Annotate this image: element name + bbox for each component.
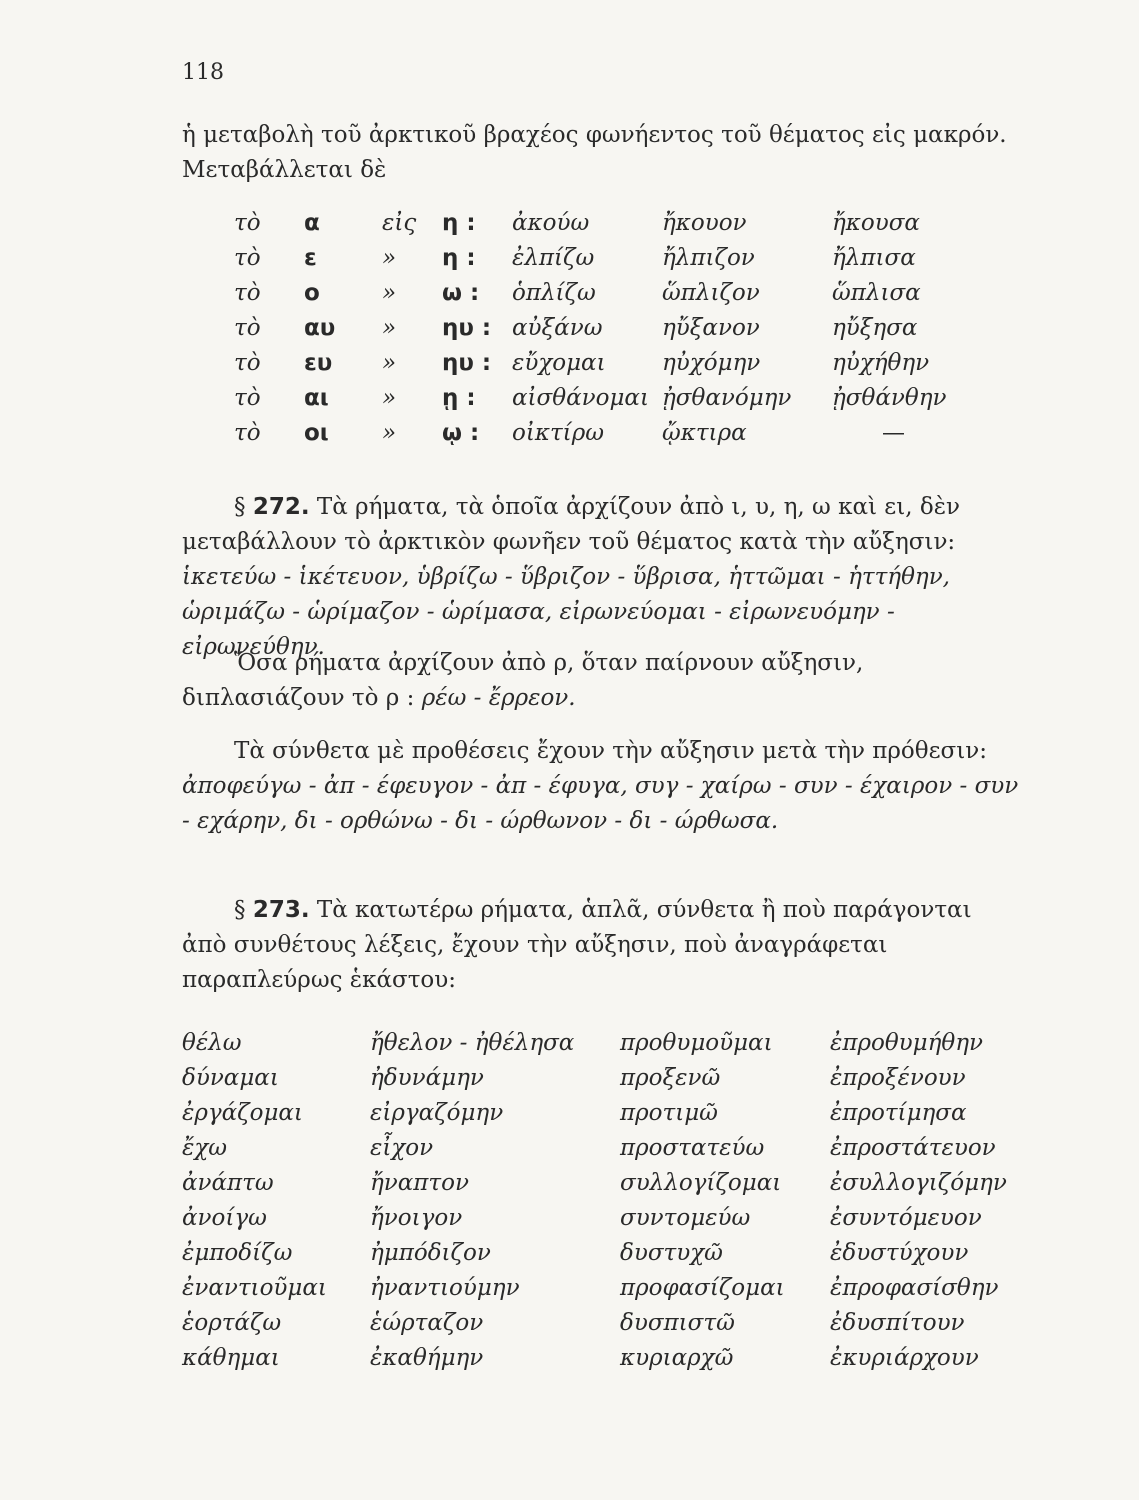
section-number: 273. [252, 897, 310, 923]
vowel-cell-to: τὸ [234, 210, 261, 236]
vowel-cell-eis: » [382, 385, 397, 411]
verb-form: ἤνοιγον [370, 1205, 463, 1231]
vowel-table-row [182, 350, 982, 385]
vowel-cell-into: ῃ : [442, 385, 476, 411]
vowel-cell-ex3: ἤκουσα [832, 210, 920, 236]
verb-form: προτιμῶ [620, 1100, 718, 1126]
vowel-cell-ex1: εὔχομαι [512, 350, 606, 376]
verb-form: ἤθελον - ἠθέλησα [370, 1030, 575, 1056]
verb-form: ἐργάζομαι [182, 1100, 303, 1126]
section-text: Τὰ κατωτέρω ρήματα, ἁπλᾶ, σύνθετα ἢ ποὺ παράγονται ἀπὸ συνθέτους λέξεις, ἔχουν τὴν αὔξησιν, ποὺ ἀναγράφεται παραπλεύρως ἑκάστου: [182, 897, 972, 993]
vowel-change-table [182, 210, 982, 455]
vowel-cell-ex1: ἐλπίζω [512, 245, 595, 271]
vowel-cell-ex2: ὥπλιζον [662, 280, 760, 306]
intro-paragraph [182, 118, 1020, 188]
compound-paragraph [182, 734, 1020, 839]
vowel-table-row [182, 385, 982, 420]
verb-form: θέλω [182, 1030, 242, 1056]
section-273 [182, 893, 1020, 998]
verb-form: δυστυχῶ [620, 1240, 723, 1266]
vowel-cell-ex3: ὥπλισα [832, 280, 921, 306]
vowel-cell-to: τὸ [234, 350, 261, 376]
section-examples: ἱκετεύω - ἱκέτευον, ὑβρίζω - ὕβριζον - ὕβρισα, ἡττῶμαι - ἡττήθην, ὡριμάζω - ὡρίμαζον - ὡρίμασα, εἰρωνεύομαι - εἰρωνευόμην - εἰρωνεύθην. [182, 564, 950, 660]
vowel-cell-into: ηυ : [442, 350, 492, 376]
vowel-cell-ex1: αὐξάνω [512, 315, 603, 341]
vowel-cell-ex2: ᾐσθανόμην [662, 385, 792, 411]
verb-form: εἶχον [370, 1135, 434, 1161]
vowel-cell-eis: » [382, 315, 397, 341]
verb-form: ἐσυντόμευον [830, 1205, 982, 1231]
vowel-cell-from: αι [304, 385, 329, 411]
verb-form: ἤναπτον [370, 1170, 469, 1196]
verb-form: ἐπροφασίσθην [830, 1275, 999, 1301]
verb-form: κάθημαι [182, 1345, 280, 1371]
rho-paragraph [182, 646, 1020, 716]
verb-form: ἐπροστάτευον [830, 1135, 996, 1161]
verb-form: εἰργαζόμην [370, 1100, 504, 1126]
section-272 [182, 490, 1020, 665]
verb-form: προστατεύω [620, 1135, 765, 1161]
vowel-table-row [182, 210, 982, 245]
page-number: 118 [182, 60, 224, 85]
verb-list-row [182, 1030, 1020, 1065]
verb-form: ἐμποδίζω [182, 1240, 293, 1266]
compound-examples: ἀποφεύγω - ἀπ - έφευγον - ἀπ - έφυγα, συγ - χαίρω - συν - έχαιρον - συν - εχάρην, δι - ορθώνω - δι - ώρθωνον - δι - ώρθωσα. [182, 773, 1019, 834]
verb-form: ἐπροξένουν [830, 1065, 966, 1091]
verb-form: δύναμαι [182, 1065, 279, 1091]
verb-form: προφασίζομαι [620, 1275, 785, 1301]
vowel-cell-from: αυ [304, 315, 336, 341]
vowel-table-row [182, 245, 982, 280]
vowel-table-row [182, 420, 982, 455]
vowel-cell-to: τὸ [234, 280, 261, 306]
vowel-cell-ex2: ηὔξανον [662, 315, 760, 341]
vowel-cell-from: ο [304, 280, 320, 306]
verb-form: ἀνάπτω [182, 1170, 274, 1196]
compound-text: Τὰ σύνθετα μὲ προθέσεις ἔχουν τὴν αὔξησιν μετὰ τὴν πρόθεσιν: [234, 738, 987, 764]
vowel-cell-eis: » [382, 280, 397, 306]
vowel-cell-ex2: ἤλπιζον [662, 245, 755, 271]
vowel-cell-eis: » [382, 350, 397, 376]
rho-text: Ὅσα ρήματα ἀρχίζουν ἀπὸ ρ, ὅταν παίρνουν αὔξησιν, διπλασιάζουν τὸ ρ : [182, 650, 864, 711]
vowel-cell-ex2: ᾤκτιρα [662, 420, 747, 446]
verb-form: ἠναντιούμην [370, 1275, 520, 1301]
vowel-table-row [182, 280, 982, 315]
verb-form: ἑώρταζον [370, 1310, 484, 1336]
verb-list-row [182, 1065, 1020, 1100]
vowel-cell-into: η : [442, 245, 476, 271]
vowel-cell-ex3: ἤλπισα [832, 245, 916, 271]
verb-form: ἀνοίγω [182, 1205, 267, 1231]
vowel-cell-ex1: αἰσθάνομαι [512, 385, 649, 411]
vowel-cell-to: τὸ [234, 385, 261, 411]
verb-list-row [182, 1205, 1020, 1240]
verb-form: προθυμοῦμαι [620, 1030, 773, 1056]
vowel-cell-ex1: ὁπλίζω [512, 280, 596, 306]
vowel-cell-to: τὸ [234, 245, 261, 271]
vowel-cell-ex3: ᾐσθάνθην [832, 385, 947, 411]
rho-example: ρέω - ἔρρεον. [421, 685, 576, 711]
verb-form: ἔχω [182, 1135, 228, 1161]
verb-form: ἑορτάζω [182, 1310, 282, 1336]
vowel-cell-from: α [304, 210, 320, 236]
section-number: 272. [252, 494, 310, 520]
verb-form: ἠμπόδιζον [370, 1240, 491, 1266]
vowel-cell-to: τὸ [234, 315, 261, 341]
verb-augment-list [182, 1030, 1020, 1380]
vowel-cell-into: ω : [442, 280, 480, 306]
vowel-cell-ex2: ηὐχόμην [662, 350, 761, 376]
verb-form: προξενῶ [620, 1065, 721, 1091]
section-text: Τὰ ρήματα, τὰ ὁποῖα ἀρχίζουν ἀπὸ ι, υ, η, ω καὶ ει, δὲν μεταβάλλουν τὸ ἀρκτικὸν φωνῆεν τοῦ θέματος κατὰ τὴν αὔξησιν: [182, 494, 961, 555]
vowel-cell-ex3: ηὐχήθην [832, 350, 930, 376]
vowel-cell-from: οι [304, 420, 329, 446]
verb-form: συλλογίζομαι [620, 1170, 782, 1196]
vowel-cell-eis: » [382, 245, 397, 271]
vowel-cell-from: ε [304, 245, 317, 271]
verb-form: ἐναντιοῦμαι [182, 1275, 327, 1301]
verb-list-row [182, 1100, 1020, 1135]
vowel-cell-from: ευ [304, 350, 333, 376]
verb-list-row [182, 1240, 1020, 1275]
verb-form: ἐκαθήμην [370, 1345, 484, 1371]
verb-form: ἐκυριάρχουν [830, 1345, 979, 1371]
verb-form: ἐπροτίμησα [830, 1100, 967, 1126]
verb-form: δυσπιστῶ [620, 1310, 735, 1336]
verb-list-row [182, 1345, 1020, 1380]
vowel-cell-ex1: οἰκτίρω [512, 420, 604, 446]
verb-form: ἐδυστύχουν [830, 1240, 969, 1266]
section-sign: § [234, 897, 246, 923]
vowel-cell-ex2: ἤκουον [662, 210, 747, 236]
verb-list-row [182, 1275, 1020, 1310]
intro-line: ἡ μεταβολὴ τοῦ ἀρκτικοῦ βραχέος φωνήεντος τοῦ θέματος εἰς μακρόν. [182, 122, 1007, 148]
vowel-cell-ex3: ηὔξησα [832, 315, 918, 341]
vowel-cell-eis: » [382, 420, 397, 446]
verb-form: ἐδυσπίτουν [830, 1310, 965, 1336]
verb-form: ἐπροθυμήθην [830, 1030, 983, 1056]
verb-list-row [182, 1310, 1020, 1345]
vowel-cell-ex1: ἀκούω [512, 210, 590, 236]
verb-list-row [182, 1135, 1020, 1170]
vowel-cell-into: η : [442, 210, 476, 236]
verb-form: κυριαρχῶ [620, 1345, 734, 1371]
verb-form: ἐσυλλογιζόμην [830, 1170, 1007, 1196]
intro-line: Μεταβάλλεται δὲ [182, 157, 387, 183]
verb-form: συντομεύω [620, 1205, 751, 1231]
vowel-cell-eis: εἰς [382, 210, 417, 236]
vowel-cell-ex3: — [882, 420, 905, 446]
vowel-cell-into: ηυ : [442, 315, 492, 341]
vowel-cell-to: τὸ [234, 420, 261, 446]
verb-list-row [182, 1170, 1020, 1205]
vowel-cell-into: ῳ : [442, 420, 480, 446]
vowel-table-row [182, 315, 982, 350]
section-sign: § [234, 494, 246, 520]
verb-form: ἠδυνάμην [370, 1065, 484, 1091]
